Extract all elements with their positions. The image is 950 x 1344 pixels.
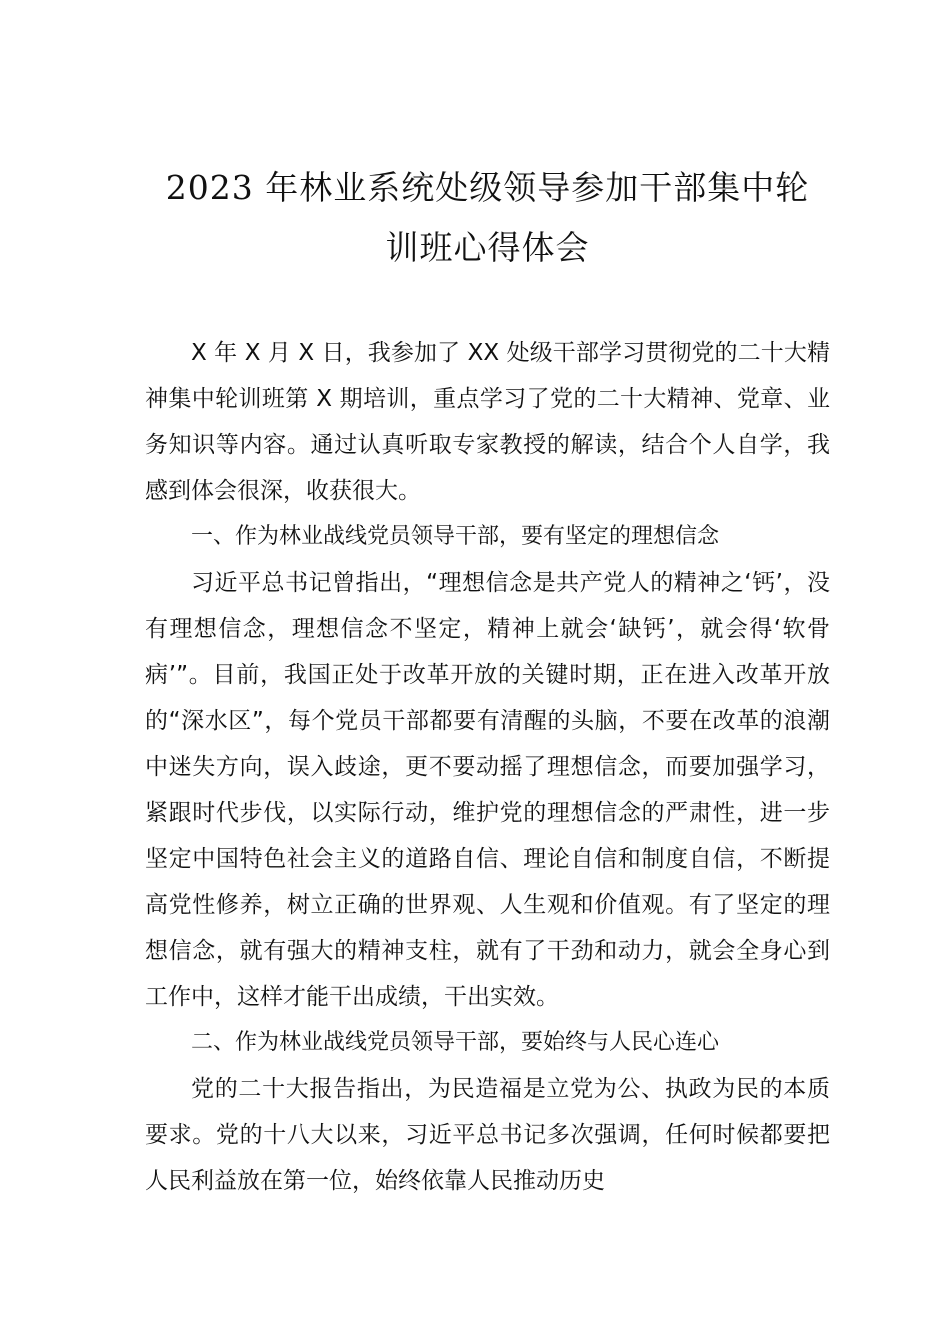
document-body — [145, 330, 830, 1204]
title-line-1: 2023 年林业系统处级领导参加干部集中轮 — [165, 168, 810, 207]
section-heading-1: 一、作为林业战线党员领导干部，要有坚定的理想信念 — [191, 524, 720, 549]
paragraph-section-1: 习近平总书记曾指出，“理想信念是共产党人的精神之‘钙’，没有理想信念，理想信念不坚定，精神上就会‘缺钙’，就会得‘软骨病’”。目前，我国正处于改革开放的关键时期，正在进入改革开放的“深水区”，每个党员干部都要有清醒的头脑，不要在改革的浪潮中迷失方向，误入歧途，更不要动摇了理想信念，而要加强学习，紧跟时代步伐，以实际行动，维护党的理想信念的严肃性，进一步坚定中国特色社会主义的道路自信、理论自信和制度自信，不断提高党性修养，树立正确的世界观、人生观和价值观。有了坚定的理想信念，就有强大的精神支柱，就有了干劲和动力，就会全身心到工作中，这样才能干出成绩，干出实效。 — [145, 570, 830, 1010]
paragraph-section-2: 党的二十大报告指出，为民造福是立党为公、执政为民的本质要求。党的十八大以来，习近平总书记多次强调，任何时候都要把人民利益放在第一位，始终依靠人民推动历史 — [145, 1076, 830, 1194]
section-heading-2: 二、作为林业战线党员领导干部，要始终与人民心连心 — [191, 1030, 720, 1055]
title-line-2: 训班心得体会 — [385, 228, 590, 267]
paragraph-intro: X 年 X 月 X 日，我参加了 XX 处级干部学习贯彻党的二十大精神集中轮训班第 X 期培训，重点学习了党的二十大精神、党章、业务知识等内容。通过认真听取专家教授的解读，结合个人自学，我感到体会很深，收获很大。 — [145, 340, 830, 504]
document-title — [145, 158, 830, 278]
